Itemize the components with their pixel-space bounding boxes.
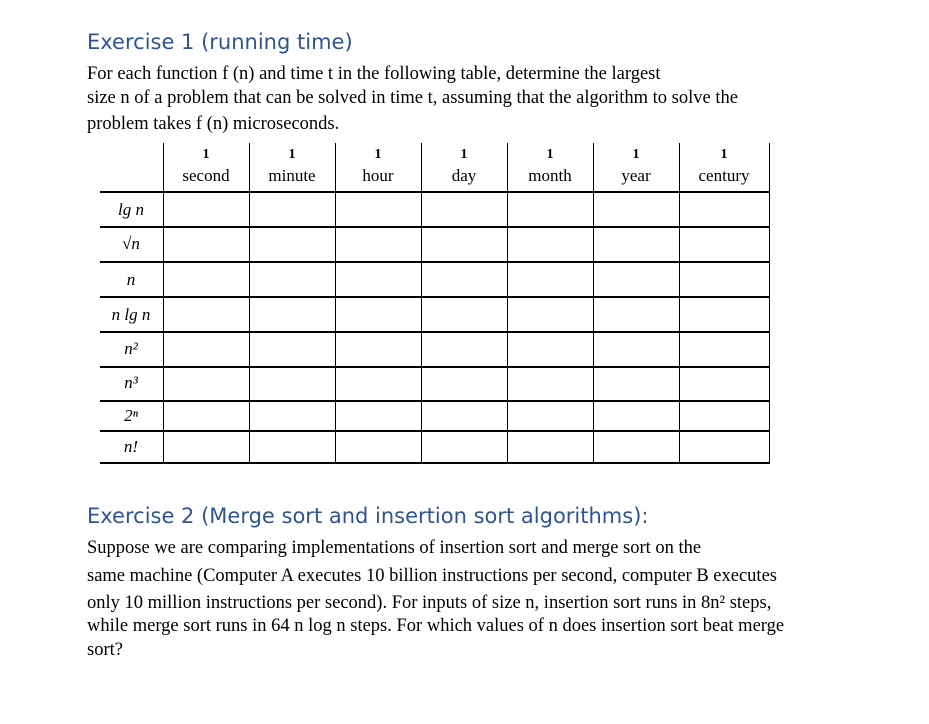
row-label-n-cubed: n³ (124, 373, 138, 392)
exercise1-title: Exercise 1 (running time) (87, 30, 353, 54)
col-header-century (679, 145, 769, 190)
exercise1-line1: For each function f (n) and time t in the following table, determine the largest (87, 64, 661, 84)
exercise1-line3: problem takes f (n) microseconds. (87, 114, 340, 134)
col-count: 1 (202, 147, 210, 162)
table-rule (100, 366, 770, 368)
table-col-line (163, 192, 164, 463)
col-count: 1 (720, 147, 728, 162)
exercise2-line5: sort? (87, 640, 123, 660)
table-rule (100, 430, 770, 432)
col-unit: second (182, 166, 230, 185)
header-divider (679, 143, 680, 192)
header-divider (421, 143, 422, 192)
table-col-line (769, 192, 770, 463)
col-header-hour (335, 145, 421, 190)
table-col-line (335, 192, 336, 463)
header-divider (769, 143, 770, 192)
table-rule (100, 261, 770, 263)
col-count: 1 (632, 147, 640, 162)
table-rule (100, 400, 770, 402)
col-header-day (421, 145, 507, 190)
col-unit: year (621, 166, 651, 185)
table-rule (100, 191, 770, 193)
row-label-n: n (126, 270, 136, 289)
table-col-line (507, 192, 508, 463)
col-unit: minute (268, 166, 316, 185)
col-header-minute (249, 145, 335, 190)
col-header-year (593, 145, 679, 190)
header-divider (163, 143, 164, 192)
col-unit: hour (362, 166, 394, 185)
header-divider (335, 143, 336, 192)
row-label-sqrt-n: √n (122, 234, 140, 253)
exercise2-line3: only 10 million instructions per second). For inputs of size n, insertion sort runs in 8n² steps, (87, 593, 772, 613)
col-header-month (507, 145, 593, 190)
table-col-line (249, 192, 250, 463)
col-unit: day (451, 166, 477, 185)
col-unit: month (528, 166, 572, 185)
col-unit: century (698, 166, 750, 185)
table-rule (100, 226, 770, 228)
table-rule (100, 462, 770, 464)
exercise2-line1: Suppose we are comparing implementations of insertion sort and merge sort on the (87, 538, 702, 558)
row-label-n-factorial: n! (123, 437, 139, 456)
row-label-n-lg-n: n lg n (111, 305, 151, 324)
exercise2-line2: same machine (Computer A executes 10 billion instructions per second, computer B executes (87, 566, 777, 586)
col-count: 1 (546, 147, 554, 162)
exercise2-title: Exercise 2 (Merge sort and insertion sort algorithms): (87, 504, 649, 528)
row-label-2-pow-n: 2ⁿ (124, 406, 138, 425)
table-rule (100, 331, 770, 333)
table-col-line (593, 192, 594, 463)
header-divider (507, 143, 508, 192)
table-col-line (421, 192, 422, 463)
col-count: 1 (288, 147, 296, 162)
col-header-second (163, 145, 249, 190)
col-count: 1 (460, 147, 468, 162)
header-divider (249, 143, 250, 192)
header-divider (593, 143, 594, 192)
row-label-lg-n: lg n (118, 200, 144, 219)
col-count: 1 (374, 147, 382, 162)
table-rule (100, 296, 770, 298)
table-col-line (679, 192, 680, 463)
row-label-n-squared: n² (124, 339, 138, 358)
exercise2-line4: while merge sort runs in 64 n log n steps. For which values of n does insertion sort beat merge (87, 616, 785, 636)
exercise1-line2: size n of a problem that can be solved in time t, assuming that the algorithm to solve the (87, 88, 738, 108)
